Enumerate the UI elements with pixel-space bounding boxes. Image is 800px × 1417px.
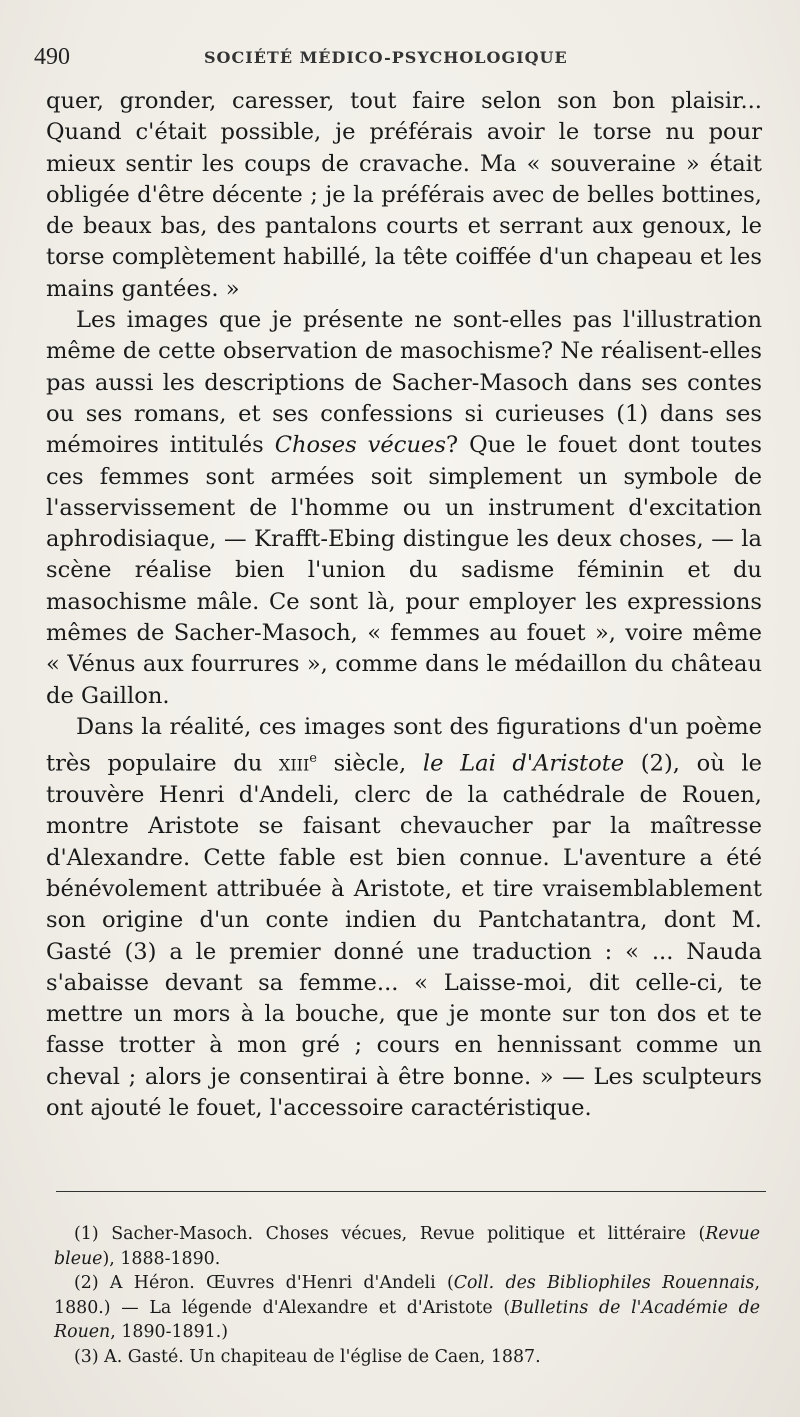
footnote-rule [56,1191,766,1192]
page-number: 490 [34,44,70,70]
main-text [46,86,762,1124]
running-head: SOCIÉTÉ MÉDICO-PSYCHOLOGIQUE [204,48,568,67]
footnote-1-text-a: (1) Sacher-Masoch. Choses vécues, Revue politique et littéraire ( [74,1224,706,1244]
paragraph-3-text-b: siècle, [316,750,423,777]
paragraph-2 [46,305,762,712]
title-choses-vecues: Choses vécues [274,432,446,459]
century-suffix: e [309,751,317,767]
paragraph-3-text-c: (2), où le trouvère Henri d'Andeli, clerc de la cathédrale de Rouen, montre Aristote se faisant chevaucher par la maîtresse d'Alexandre. Cette fable est bien connue. L'aventure a été bénévolement attribuée à Aristote, et tire vraisemblablement son origine d'un conte indien du Pantchatantra, dont M. Gasté (3) a le premier donné une traduction : « ... Nauda s'abaisse devant sa femme... « Laisse-moi, dit celle-ci, te mettre un mors à la bouche, que je monte sur ton dos et te fasse trotter à mon gré ; cours en hennissant comme un cheval ; alors je consentirai à être bonne. » — Les sculpteurs ont ajouté le fouet, l'accessoire caractéristique. [46,750,762,1122]
paragraph-2-text-a: Les images que je présente ne sont-elles pas l'illustration même de cette observation de masochisme? Ne réalisent-elles pas aussi les descriptions de Sacher-Masoch dans ses contes ou ses romans, et ses confessions si curieuses (1) dans ses mémoires intitulés [46,307,762,459]
century-numeral: xiii [278,750,310,777]
paragraph-1-text: quer, gronder, caresser, tout faire selon son bon plaisir... Quand c'était possible, je préférais avoir le torse nu pour mieux sentir les coups de cravache. Ma « souveraine » était obligée d'être décente ; je la préférais avec de belles bottines, de beaux bas, des pantalons courts et serrant aux genoux, le torse complètement habillé, la tête coiffée d'un chapeau et les mains gantées. » [46,88,762,302]
footnote-2-text-c: , 1890-1891.) [110,1322,229,1342]
paragraph-2-text-b: ? Que le fouet dont toutes ces femmes sont armées soit simplement un symbole de l'asservissement de l'homme ou un instrument d'excitation aphrodisiaque, — Krafft-Ebing distingue les deux choses, — la scène réalise bien l'union du sadisme féminin et du masochisme mâle. Ce sont là, pour employer les expressions mêmes de Sacher-Masoch, « femmes au fouet », voire même « Vénus aux fourrures », comme dans le médaillon du château de Gaillon. [46,432,762,709]
footnote-2-text-a: (2) A Héron. Œuvres d'Henri d'Andeli ( [74,1273,454,1293]
title-lai-aristote: le Lai d'Aristote [422,750,625,777]
paragraph-3-text-a: Dans la réalité, ces images sont des figurations d'un poème très populaire du [46,713,762,777]
footnote-2 [54,1271,760,1345]
footnote-1 [54,1222,760,1271]
footnote-1-text-b: ), 1888-1890. [102,1248,221,1269]
footnotes [54,1222,760,1369]
footnote-2-text-b: , 1880.) — La légende d'Alexandre et d'Aristote ( [54,1273,760,1318]
footnote-3 [54,1345,760,1370]
footnote-2-italic-2: Bulletins de l'Académie de Rouen [54,1297,760,1342]
footnote-2-italic-1: Coll. des Bibliophiles Rouennais [453,1273,755,1293]
page-header [34,40,764,80]
footnote-3-text: (3) A. Gasté. Un chapiteau de l'église de Caen, 1887. [74,1346,541,1367]
paragraph-3 [46,712,762,1124]
footnote-1-italic: Revue bleue [54,1224,760,1269]
paragraph-1 [46,86,762,305]
